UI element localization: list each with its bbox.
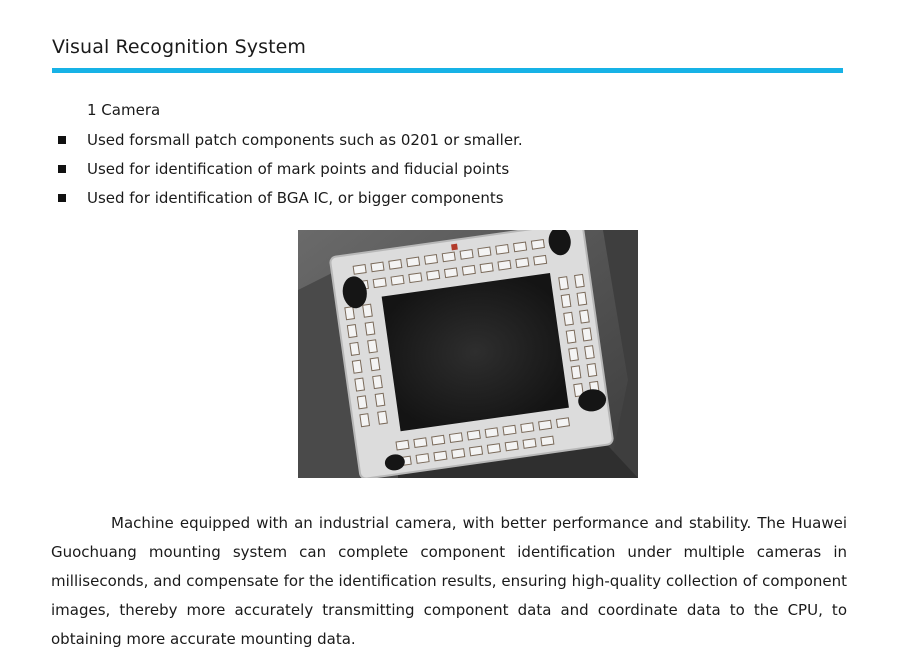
title-underline-rule (52, 68, 843, 73)
list-item-text: Used for identification of BGA IC, or bigger components (87, 189, 504, 207)
section-subheading: 1 Camera (87, 101, 161, 119)
square-bullet-icon (58, 136, 66, 144)
list-item-text: Used for identification of mark points and fiducial points (87, 160, 510, 178)
body-paragraph: Machine equipped with an industrial camera, with better performance and stability. The Huawei Guochuang mounting system can complete component identification under multiple cameras in milliseconds, and compensate for the identification results, ensuring high-quality collection of component images, thereby more accurately transmitting component data and coordinate data to the CPU, to obtaining more accurate mounting data. (51, 514, 847, 648)
list-item (57, 158, 523, 187)
list-item (57, 187, 523, 216)
square-bullet-icon (58, 194, 66, 202)
page-title: Visual Recognition System (52, 36, 307, 58)
camera-ring-light-photo (298, 230, 638, 478)
feature-bullet-list (57, 129, 523, 216)
list-item (57, 129, 523, 158)
square-bullet-icon (58, 165, 66, 173)
list-item-text: Used forsmall patch components such as 0201 or smaller. (87, 131, 523, 149)
